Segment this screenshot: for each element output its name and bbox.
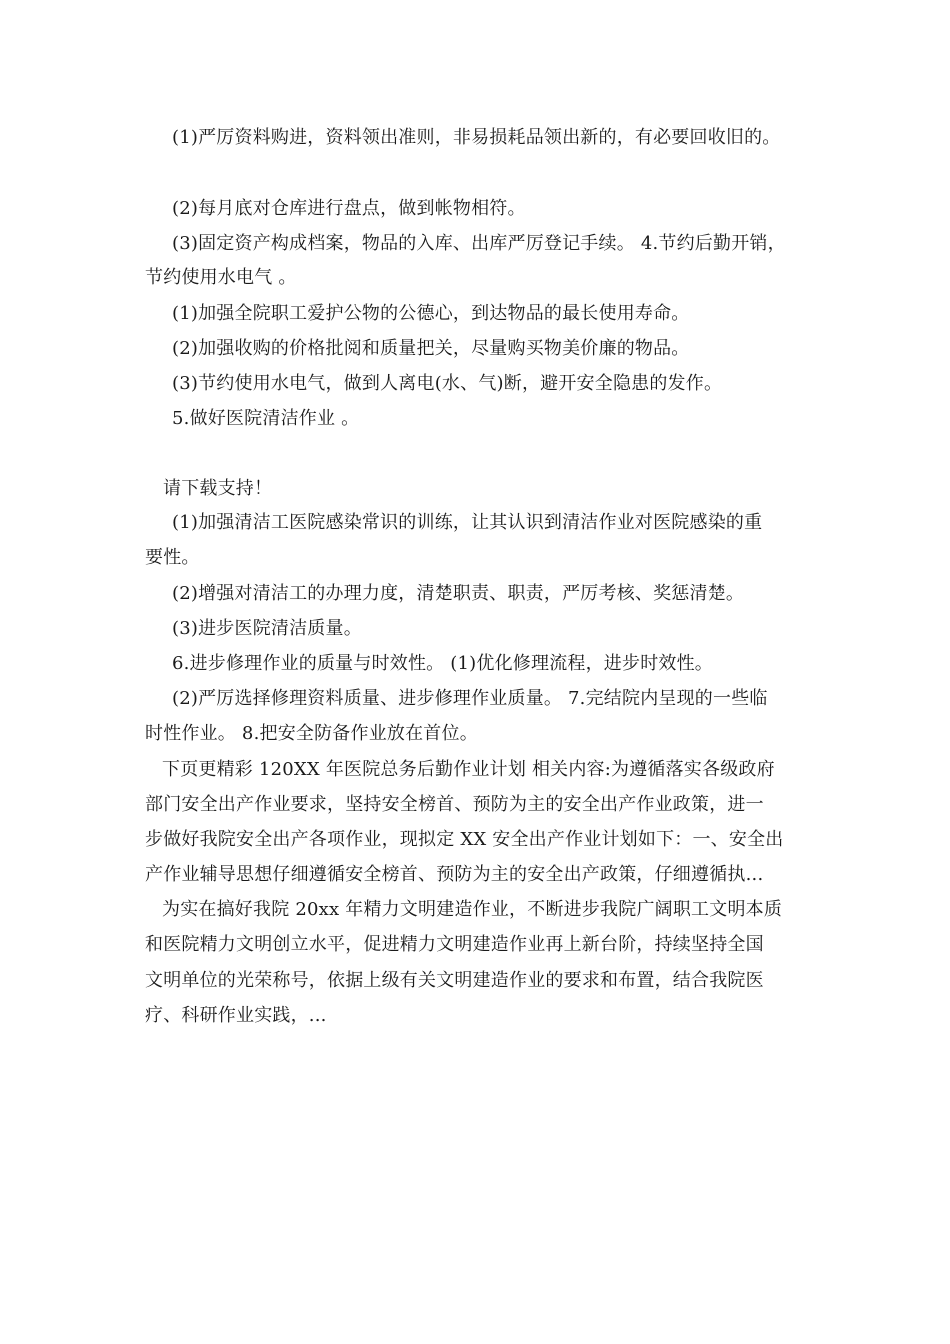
paragraph-line: (3)节约使用水电气，做到人离电(水、气)断，避开安全隐患的发作。 — [172, 373, 723, 394]
paragraph-line: 要性。 — [145, 547, 200, 568]
paragraph-line: 节约使用水电气 。 — [145, 267, 297, 288]
paragraph-line: (3)进步医院清洁质量。 — [172, 618, 362, 639]
paragraph-line: (2)加强收购的价格批阅和质量把关，尽量购买物美价廉的物品。 — [172, 338, 690, 359]
related-content-line: 文明单位的光荣称号，依据上级有关文明建造作业的要求和布置，结合我院医 — [145, 970, 764, 991]
related-content-line: 和医院精力文明创立水平，促进精力文明建造作业再上新台阶，持续坚持全国 — [145, 934, 764, 955]
paragraph-line: (2)增强对清洁工的办理力度，清楚职责、职责，严厉考核、奖惩清楚。 — [172, 583, 745, 604]
paragraph-line: (2)每月底对仓库进行盘点，做到帐物相符。 — [172, 198, 526, 219]
related-content-line: 为实在搞好我院 20xx 年精力文明建造作业，不断进步我院广阔职工文明本质 — [162, 899, 783, 920]
download-support-text: 请下载支持！ — [163, 478, 273, 499]
paragraph-line: (3)固定资产构成档案，物品的入库、出库严厉登记手续。 4.节约后勤开销， — [172, 233, 786, 254]
paragraph-line: (1)加强清洁工医院感染常识的训练，让其认识到清洁作业对医院感染的重 — [172, 512, 763, 533]
related-content-line: 步做好我院安全出产各项作业，现拟定 XX 安全出产作业计划如下：一、安全出 — [145, 829, 784, 850]
paragraph-line: 时性作业。 8.把安全防备作业放在首位。 — [145, 723, 478, 744]
paragraph-line: (2)严厉选择修理资料质量、进步修理作业质量。 7.完结院内呈现的一些临 — [172, 688, 768, 709]
paragraph-line: 6.进步修理作业的质量与时效性。 (1)优化修理流程，进步时效性。 — [172, 653, 713, 674]
paragraph-line: 5.做好医院清洁作业 。 — [172, 408, 360, 429]
paragraph-line: (1)加强全院职工爱护公物的公德心，到达物品的最长使用寿命。 — [172, 303, 690, 324]
related-content-line: 产作业辅导思想仔细遵循安全榜首、预防为主的安全出产政策，仔细遵循执... — [145, 864, 764, 885]
paragraph-line: (1)严厉资料购进，资料领出准则，非易损耗品领出新的，有必要回收旧的。 — [172, 127, 781, 148]
related-content-line: 部门安全出产作业要求，坚持安全榜首、预防为主的安全出产作业政策，进一 — [145, 794, 764, 815]
related-content-line: 下页更精彩 120XX 年医院总务后勤作业计划 相关内容:为遵循落实各级政府 — [162, 759, 775, 780]
related-content-line: 疗、科研作业实践，... — [145, 1005, 327, 1026]
